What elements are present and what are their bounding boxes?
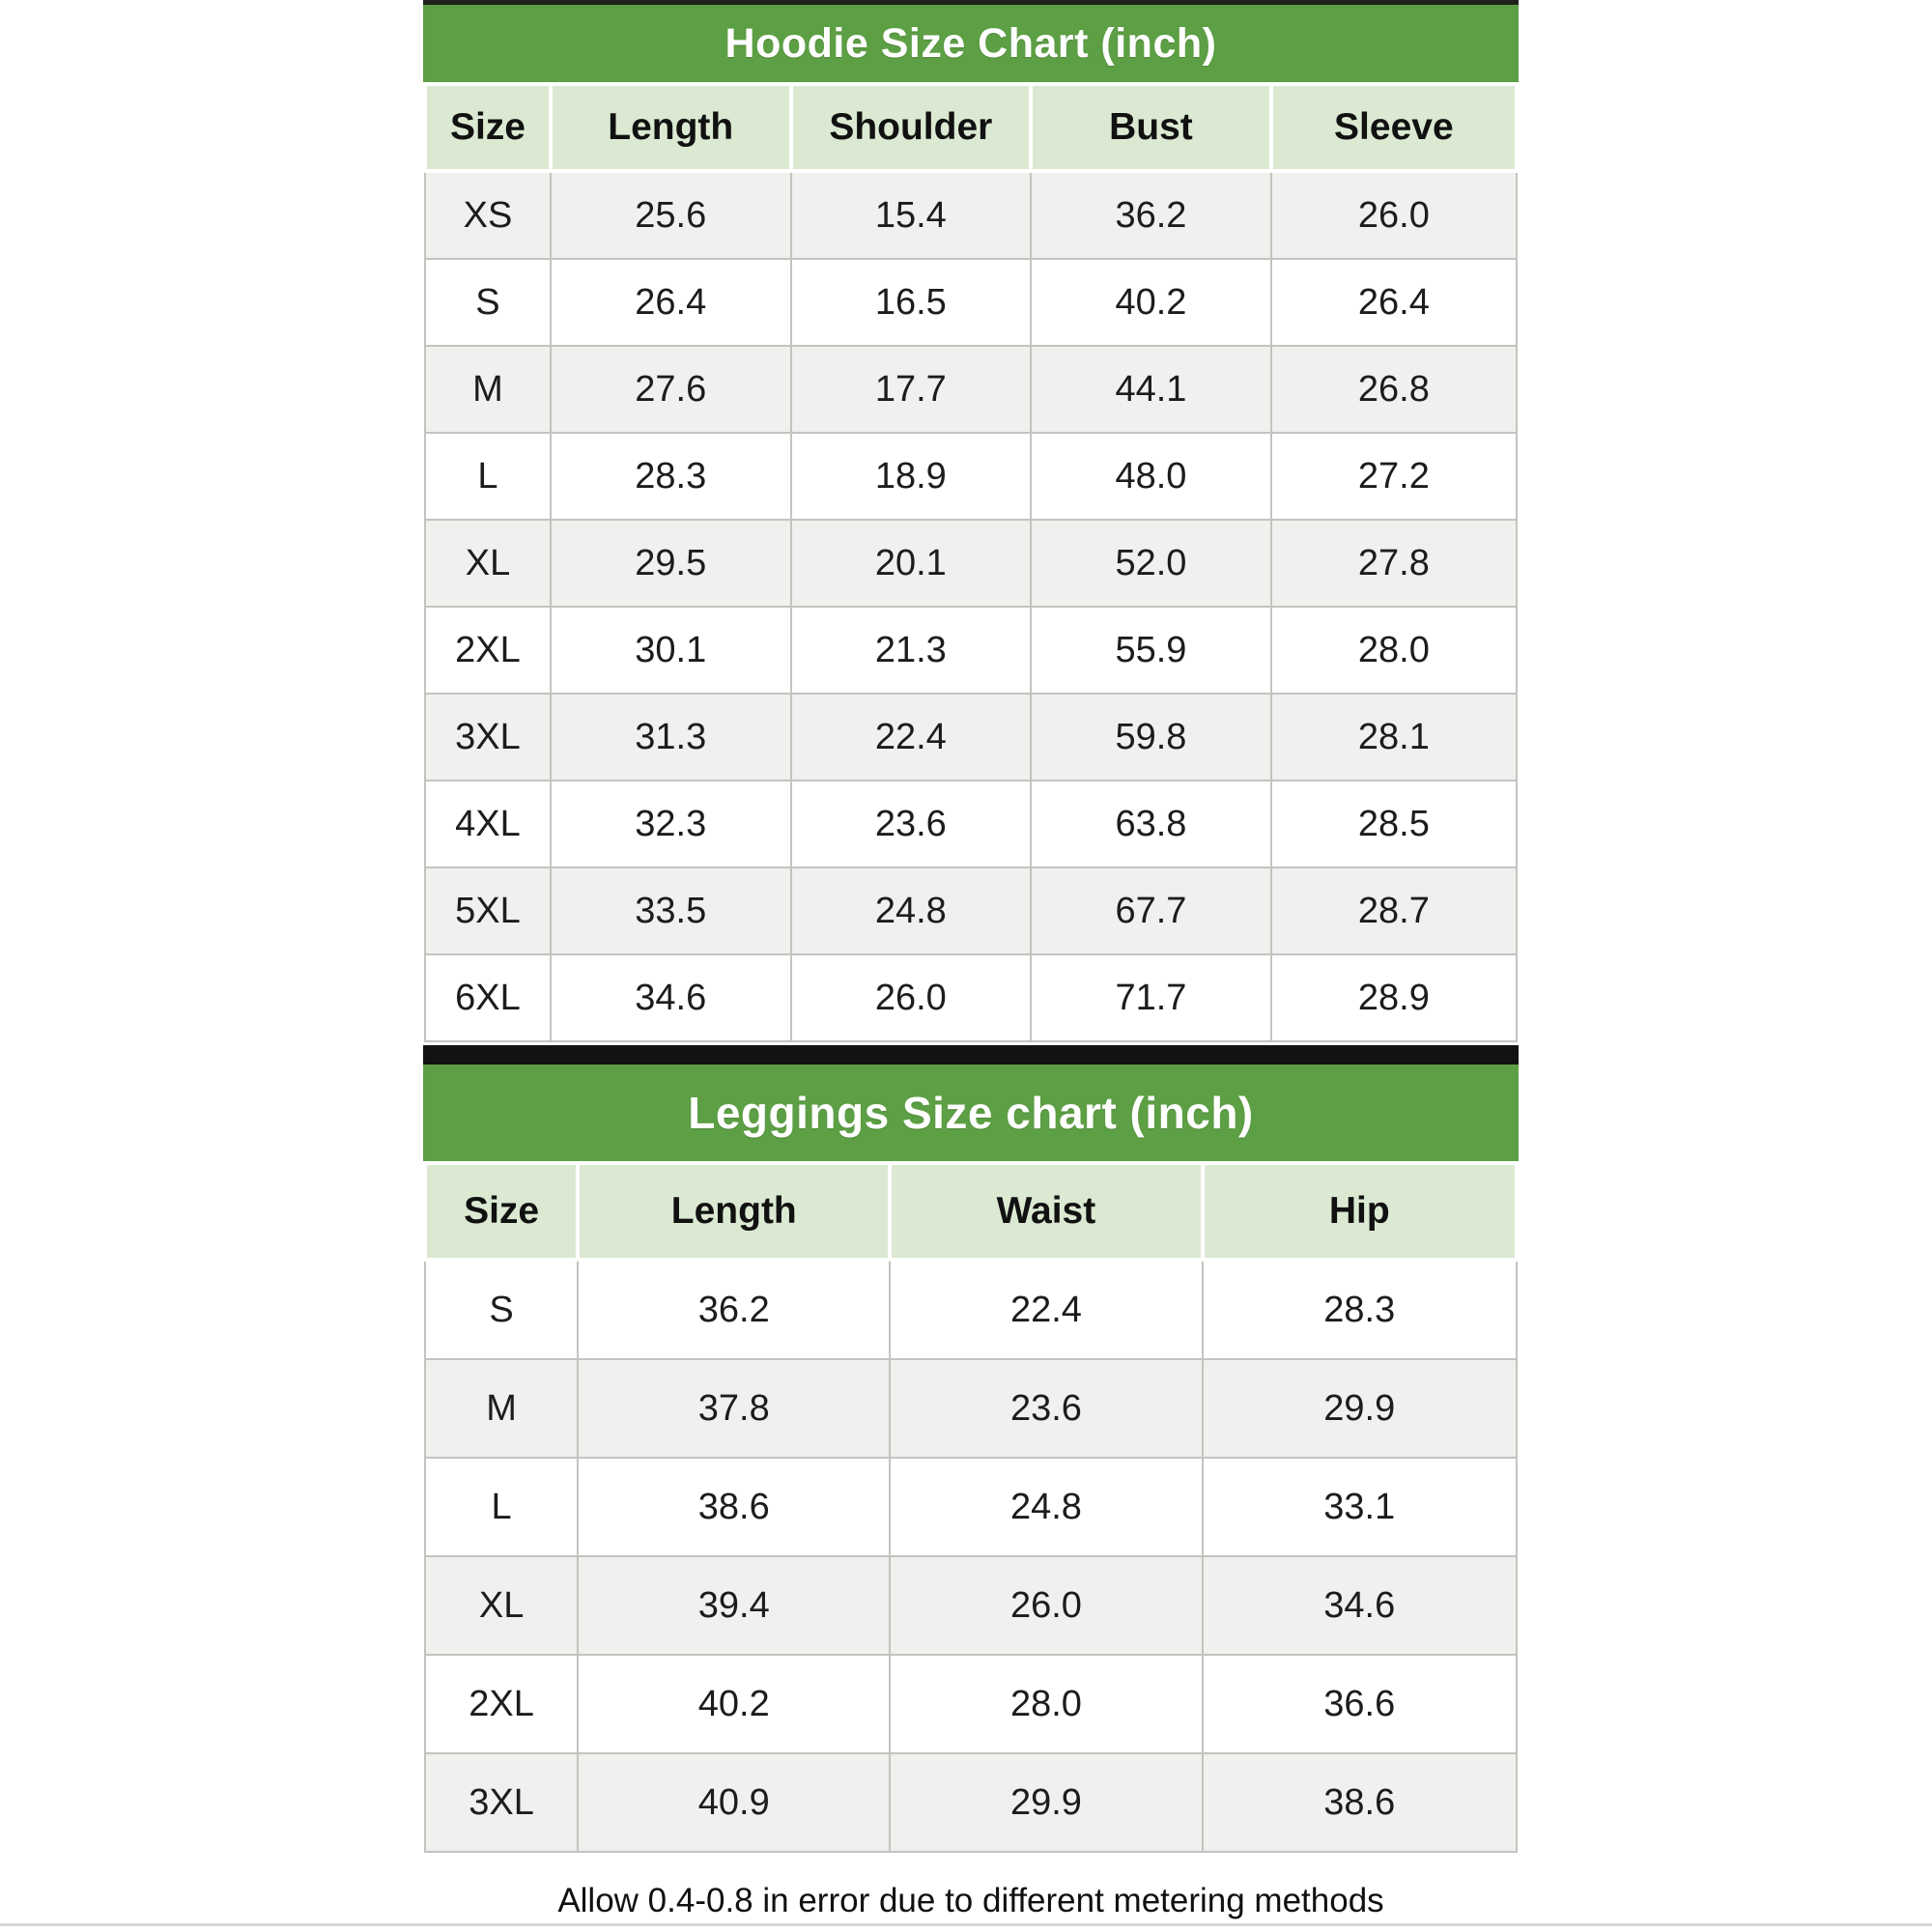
footnote <box>423 1853 1519 1932</box>
size-chart-content <box>423 0 1519 1932</box>
table-row-m <box>425 346 1517 433</box>
hoodie-table-body <box>425 171 1517 1041</box>
leggings-size-chart-section <box>423 1065 1519 1853</box>
measurement-cell: 20.1 <box>791 520 1032 607</box>
size-label-cell: S <box>425 259 551 346</box>
hoodie-chart-title: Hoodie Size Chart (inch) <box>724 19 1217 67</box>
size-label-cell: M <box>425 1359 578 1458</box>
hoodie-size-chart-section <box>423 0 1519 1042</box>
measurement-cell: 39.4 <box>578 1556 890 1655</box>
measurement-cell: 40.9 <box>578 1753 890 1852</box>
measurement-cell: 52.0 <box>1031 520 1271 607</box>
measurement-cell: 28.0 <box>1271 607 1517 694</box>
size-label-cell: L <box>425 1458 578 1556</box>
size-label-cell: 2XL <box>425 607 551 694</box>
size-label-cell: XS <box>425 171 551 259</box>
measurement-cell: 48.0 <box>1031 433 1271 520</box>
measurement-cell: 18.9 <box>791 433 1032 520</box>
size-label-cell: 3XL <box>425 1753 578 1852</box>
table-row-s <box>425 259 1517 346</box>
table-row-2xl <box>425 1655 1517 1753</box>
measurement-cell: 63.8 <box>1031 781 1271 867</box>
section-divider-bar <box>423 1045 1519 1065</box>
measurement-cell: 24.8 <box>791 867 1032 954</box>
table-row-m <box>425 1359 1517 1458</box>
measurement-cell: 32.3 <box>551 781 791 867</box>
header-row <box>425 84 1517 171</box>
measurement-cell: 36.6 <box>1203 1655 1517 1753</box>
measurement-cell: 22.4 <box>890 1260 1202 1359</box>
measurement-cell: 26.0 <box>890 1556 1202 1655</box>
measurement-cell: 26.4 <box>551 259 791 346</box>
measurement-cell: 34.6 <box>1203 1556 1517 1655</box>
leggings-size-table <box>423 1161 1519 1853</box>
leggings-chart-title-bar <box>423 1065 1519 1161</box>
column-header-waist: Waist <box>890 1163 1202 1260</box>
measurement-cell: 40.2 <box>1031 259 1271 346</box>
measurement-cell: 28.3 <box>551 433 791 520</box>
size-label-cell: 3XL <box>425 694 551 781</box>
measurement-cell: 33.1 <box>1203 1458 1517 1556</box>
measurement-cell: 29.9 <box>890 1753 1202 1852</box>
column-header-sleeve: Sleeve <box>1271 84 1517 171</box>
size-label-cell: L <box>425 433 551 520</box>
measurement-cell: 21.3 <box>791 607 1032 694</box>
table-row-s <box>425 1260 1517 1359</box>
measurement-cell: 71.7 <box>1031 954 1271 1041</box>
size-label-cell: 2XL <box>425 1655 578 1753</box>
measurement-cell: 59.8 <box>1031 694 1271 781</box>
measurement-cell: 55.9 <box>1031 607 1271 694</box>
column-header-size: Size <box>425 1163 578 1260</box>
table-row-xs <box>425 171 1517 259</box>
measurement-cell: 36.2 <box>1031 171 1271 259</box>
table-row-3xl <box>425 694 1517 781</box>
measurement-cell: 44.1 <box>1031 346 1271 433</box>
column-header-length: Length <box>551 84 791 171</box>
measurement-cell: 27.2 <box>1271 433 1517 520</box>
size-label-cell: M <box>425 346 551 433</box>
measurement-cell: 26.4 <box>1271 259 1517 346</box>
measurement-cell: 28.5 <box>1271 781 1517 867</box>
measurement-cell: 38.6 <box>578 1458 890 1556</box>
table-row-l <box>425 433 1517 520</box>
column-header-bust: Bust <box>1031 84 1271 171</box>
measurement-cell: 28.3 <box>1203 1260 1517 1359</box>
table-row-6xl <box>425 954 1517 1041</box>
measurement-cell: 15.4 <box>791 171 1032 259</box>
measurement-cell: 26.0 <box>791 954 1032 1041</box>
measurement-cell: 26.0 <box>1271 171 1517 259</box>
leggings-chart-title: Leggings Size chart (inch) <box>688 1088 1254 1138</box>
column-header-length: Length <box>578 1163 890 1260</box>
measurement-cell: 36.2 <box>578 1260 890 1359</box>
table-row-xl <box>425 1556 1517 1655</box>
measurement-cell: 17.7 <box>791 346 1032 433</box>
measurement-cell: 38.6 <box>1203 1753 1517 1852</box>
measurement-cell: 37.8 <box>578 1359 890 1458</box>
table-row-xl <box>425 520 1517 607</box>
measurement-cell: 16.5 <box>791 259 1032 346</box>
size-label-cell: S <box>425 1260 578 1359</box>
hoodie-size-table <box>423 82 1519 1042</box>
measurement-cell: 29.9 <box>1203 1359 1517 1458</box>
measurement-cell: 27.6 <box>551 346 791 433</box>
header-row <box>425 1163 1517 1260</box>
measurement-cell: 22.4 <box>791 694 1032 781</box>
measurement-cell: 28.1 <box>1271 694 1517 781</box>
measurement-cell: 24.8 <box>890 1458 1202 1556</box>
bottom-edge-line <box>0 1923 1932 1926</box>
table-row-5xl <box>425 867 1517 954</box>
hoodie-table-header <box>425 84 1517 171</box>
measurement-cell: 25.6 <box>551 171 791 259</box>
leggings-table-header <box>425 1163 1517 1260</box>
size-label-cell: 5XL <box>425 867 551 954</box>
measurement-cell: 28.0 <box>890 1655 1202 1753</box>
measurement-cell: 33.5 <box>551 867 791 954</box>
measurement-cell: 28.9 <box>1271 954 1517 1041</box>
table-row-2xl <box>425 607 1517 694</box>
measurement-cell: 30.1 <box>551 607 791 694</box>
measurement-cell: 27.8 <box>1271 520 1517 607</box>
size-label-cell: XL <box>425 1556 578 1655</box>
table-row-4xl <box>425 781 1517 867</box>
measurement-cell: 29.5 <box>551 520 791 607</box>
measurement-cell: 40.2 <box>578 1655 890 1753</box>
table-row-l <box>425 1458 1517 1556</box>
size-label-cell: 6XL <box>425 954 551 1041</box>
table-row-3xl <box>425 1753 1517 1852</box>
measurement-cell: 23.6 <box>791 781 1032 867</box>
measurement-cell: 67.7 <box>1031 867 1271 954</box>
measurement-cell: 31.3 <box>551 694 791 781</box>
measurement-cell: 28.7 <box>1271 867 1517 954</box>
measurement-cell: 34.6 <box>551 954 791 1041</box>
size-label-cell: XL <box>425 520 551 607</box>
size-label-cell: 4XL <box>425 781 551 867</box>
hoodie-chart-title-bar <box>423 5 1519 82</box>
column-header-size: Size <box>425 84 551 171</box>
column-header-shoulder: Shoulder <box>791 84 1032 171</box>
footnote-text: Allow 0.4-0.8 in error due to different metering methods <box>557 1882 1384 1919</box>
leggings-table-body <box>425 1260 1517 1852</box>
measurement-cell: 26.8 <box>1271 346 1517 433</box>
column-header-hip: Hip <box>1203 1163 1517 1260</box>
measurement-cell: 23.6 <box>890 1359 1202 1458</box>
